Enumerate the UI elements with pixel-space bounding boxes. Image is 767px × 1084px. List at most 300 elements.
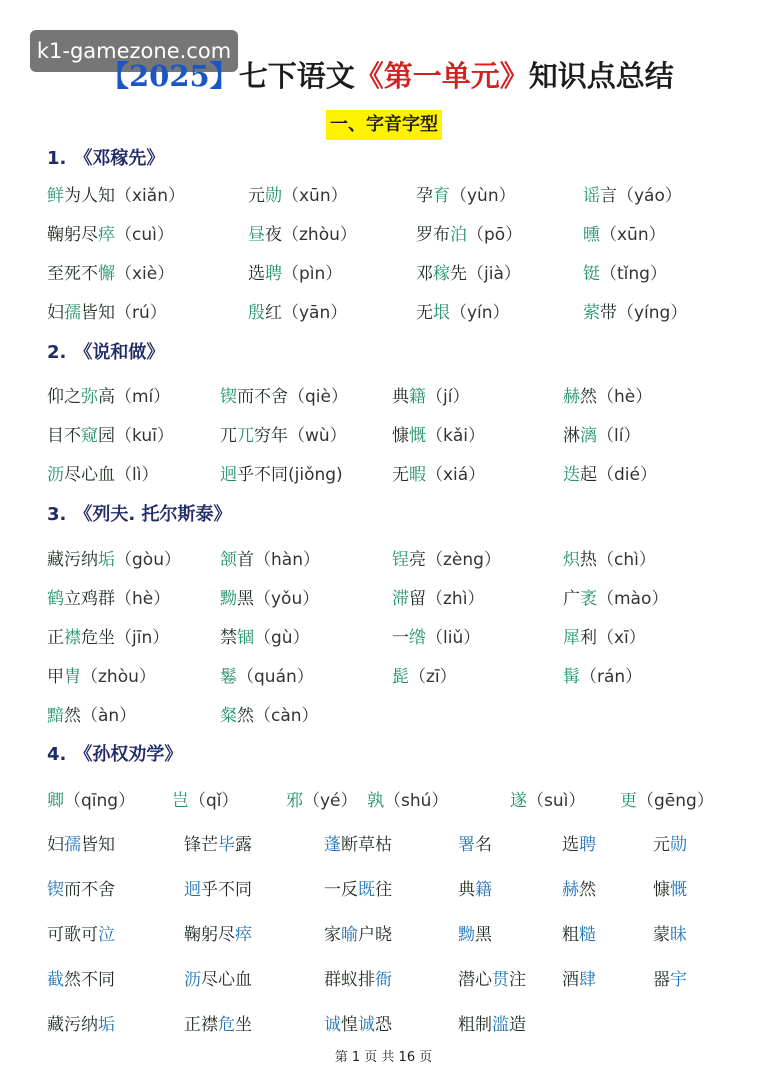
vocab-character: 广 — [563, 589, 580, 609]
highlighted-character: 贯 — [492, 970, 509, 990]
vocab-character: 园 — [98, 426, 115, 446]
vocab-item — [248, 298, 347, 323]
vocab-character: 露 — [235, 835, 252, 855]
vocab-item — [47, 786, 135, 811]
highlighted-character: 慨 — [670, 880, 687, 900]
vocab-item — [563, 584, 668, 609]
highlighted-character: 犀 — [563, 628, 580, 648]
highlighted-character: 育 — [433, 186, 450, 206]
pinyin-annotation: （gù） — [254, 628, 310, 648]
pinyin-annotation: （yáo） — [617, 186, 682, 206]
pinyin-annotation: （quán） — [237, 667, 314, 687]
vocab-character: 尽心血 — [64, 465, 115, 485]
highlighted-character: 宇 — [670, 970, 687, 990]
pinyin-annotation: (jiǒng) — [288, 465, 343, 485]
highlighted-character: 黝 — [458, 925, 475, 945]
vocab-character: 粗制 — [458, 1015, 492, 1035]
vocab-item — [47, 584, 170, 609]
vocab-character: 恐 — [375, 1015, 392, 1035]
highlighted-character: 毕 — [218, 835, 235, 855]
vocab-character: 红 — [265, 303, 282, 323]
vocab-character: 断草枯 — [341, 835, 392, 855]
highlighted-character: 粲 — [220, 706, 237, 726]
pinyin-annotation: （rú） — [115, 303, 167, 323]
highlighted-character: 鲜 — [47, 186, 64, 206]
pinyin-annotation: （mào） — [597, 589, 669, 609]
vocab-character: 黑 — [237, 589, 254, 609]
pinyin-annotation: （gòu） — [115, 550, 181, 570]
vocab-character: 无 — [416, 303, 433, 323]
vocab-item — [458, 920, 492, 945]
vocab-character: 利 — [580, 628, 597, 648]
vocab-character: 穷年 — [254, 426, 288, 446]
highlighted-character: 髭 — [392, 667, 409, 687]
highlighted-character: 襟 — [64, 628, 81, 648]
vocab-character: 立鸡群 — [64, 589, 115, 609]
pinyin-annotation: （shú） — [384, 791, 449, 811]
pinyin-annotation: （kuī） — [115, 426, 174, 446]
lesson-heading — [47, 338, 164, 364]
vocab-item — [47, 1010, 115, 1035]
highlighted-character: 黯 — [47, 706, 64, 726]
pinyin-annotation: （yǒu） — [254, 589, 320, 609]
highlighted-character: 颔 — [220, 550, 237, 570]
highlighted-character: 炽 — [563, 550, 580, 570]
pinyin-annotation: （xiá） — [426, 465, 486, 485]
vocab-character: 家 — [324, 925, 341, 945]
vocab-character: 孕 — [416, 186, 433, 206]
vocab-item — [563, 623, 646, 648]
vocab-item — [47, 623, 169, 648]
pinyin-annotation: （àn） — [81, 706, 137, 726]
highlighted-character: 籍 — [475, 880, 492, 900]
highlighted-character: 孺 — [64, 835, 81, 855]
vocab-item — [653, 830, 687, 855]
highlighted-character: 孺 — [64, 303, 81, 323]
vocab-item — [286, 786, 358, 811]
vocab-item — [220, 662, 314, 687]
vocab-character: 黑 — [475, 925, 492, 945]
highlighted-character: 兀 — [237, 426, 254, 446]
vocab-item — [416, 181, 516, 206]
vocab-item — [563, 460, 657, 485]
pinyin-annotation: （zī） — [409, 667, 457, 687]
vocab-character: 邓 — [416, 264, 433, 284]
vocab-character: 起 — [580, 465, 597, 485]
vocab-character: 名 — [475, 835, 492, 855]
vocab-item — [653, 965, 687, 990]
vocab-item — [367, 786, 448, 811]
highlighted-character: 谣 — [583, 186, 600, 206]
vocab-character: 无 — [392, 465, 409, 485]
highlighted-character: 勋 — [265, 186, 282, 206]
highlighted-character: 滞 — [392, 589, 409, 609]
highlighted-character: 暇 — [409, 465, 426, 485]
vocab-character: 皆知 — [81, 303, 115, 323]
highlighted-character: 肆 — [579, 970, 596, 990]
vocab-item — [653, 920, 687, 945]
vocab-character: 为人知 — [64, 186, 115, 206]
highlighted-character: 昧 — [670, 925, 687, 945]
highlighted-character: 孰 — [367, 791, 384, 811]
pinyin-annotation: （qǐ） — [189, 791, 239, 811]
vocab-character: 淋 — [563, 426, 580, 446]
vocab-character: 妇 — [47, 303, 64, 323]
vocab-character: 藏污纳 — [47, 1015, 98, 1035]
vocab-character: 带 — [600, 303, 617, 323]
pinyin-annotation: （hè） — [597, 387, 653, 407]
vocab-character: 典 — [458, 880, 475, 900]
pinyin-annotation: （zhòu） — [81, 667, 156, 687]
vocab-item — [47, 220, 174, 245]
vocab-item — [220, 421, 347, 446]
vocab-item — [220, 460, 343, 485]
vocab-character: 造 — [509, 1015, 526, 1035]
page-title — [100, 54, 720, 102]
vocab-item — [392, 460, 485, 485]
vocab-item — [47, 875, 115, 900]
vocab-character: 潜心 — [458, 970, 492, 990]
vocab-character: 蒙 — [653, 925, 670, 945]
vocab-character: 慷 — [653, 880, 670, 900]
vocab-character: 正襟 — [184, 1015, 218, 1035]
highlighted-character: 慨 — [409, 426, 426, 446]
vocab-character: 然 — [580, 387, 597, 407]
vocab-character: 留 — [409, 589, 426, 609]
pinyin-annotation: （yé） — [303, 791, 358, 811]
vocab-character: 典 — [392, 387, 409, 407]
pinyin-annotation: （qīng） — [64, 791, 136, 811]
vocab-character: 坐 — [235, 1015, 252, 1035]
vocab-item — [562, 965, 596, 990]
lesson-title: 《列夫. 托尔斯泰》 — [74, 504, 232, 525]
highlighted-character: 截 — [47, 970, 64, 990]
highlighted-character: 懈 — [98, 264, 115, 284]
highlighted-character: 垠 — [433, 303, 450, 323]
vocab-item — [510, 786, 585, 811]
pinyin-annotation: （gēng） — [637, 791, 714, 811]
vocab-item — [563, 421, 640, 446]
pinyin-annotation: （yùn） — [450, 186, 516, 206]
highlighted-character: 赫 — [563, 387, 580, 407]
vocab-character: 惶 — [341, 1015, 358, 1035]
pinyin-annotation: （kǎi） — [426, 426, 485, 446]
highlighted-character: 诚 — [358, 1015, 375, 1035]
vocab-item — [47, 259, 174, 284]
vocab-character: 仰之 — [47, 387, 81, 407]
pinyin-annotation: （qiè） — [288, 387, 348, 407]
pinyin-annotation: （càn） — [254, 706, 319, 726]
pinyin-annotation: （cuì） — [115, 225, 174, 245]
highlighted-character: 糙 — [579, 925, 596, 945]
highlighted-character: 更 — [620, 791, 637, 811]
vocab-item — [458, 965, 526, 990]
highlighted-character: 署 — [458, 835, 475, 855]
pinyin-annotation: （lì） — [115, 465, 159, 485]
pinyin-annotation: （zhì） — [426, 589, 485, 609]
vocab-character: 选 — [248, 264, 265, 284]
vocab-character: 至死不 — [47, 264, 98, 284]
pinyin-annotation: （chì） — [597, 550, 656, 570]
lesson-title: 《孙权劝学》 — [74, 744, 183, 765]
pinyin-annotation: （yíng） — [617, 303, 688, 323]
vocab-item — [220, 382, 348, 407]
vocab-item — [562, 830, 596, 855]
vocab-character: 鞠躬尽 — [184, 925, 235, 945]
vocab-character: 锋芒 — [184, 835, 218, 855]
vocab-item — [392, 421, 485, 446]
vocab-item — [47, 965, 115, 990]
highlighted-character: 瘁 — [235, 925, 252, 945]
highlighted-character: 袤 — [580, 589, 597, 609]
vocab-character: 鞠躬尽 — [47, 225, 98, 245]
vocab-character: 群蚁排 — [324, 970, 375, 990]
vocab-item — [47, 382, 170, 407]
highlighted-character: 迭 — [563, 465, 580, 485]
vocab-item — [220, 545, 320, 570]
pinyin-annotation: （jià） — [467, 264, 521, 284]
highlighted-character: 勋 — [670, 835, 687, 855]
vocab-character: 藏污纳 — [47, 550, 98, 570]
highlighted-character: 绺 — [409, 628, 426, 648]
vocab-character: 兀 — [220, 426, 237, 446]
vocab-item — [583, 298, 687, 323]
vocab-character: 罗布 — [416, 225, 450, 245]
vocab-character: 夜 — [265, 225, 282, 245]
highlighted-character: 邪 — [286, 791, 303, 811]
vocab-item — [458, 1010, 526, 1035]
vocab-item — [653, 875, 687, 900]
highlighted-character: 诚 — [324, 1015, 341, 1035]
vocab-item — [392, 382, 469, 407]
highlighted-character: 滥 — [492, 1015, 509, 1035]
vocab-character: 妇 — [47, 835, 64, 855]
vocab-item — [324, 830, 392, 855]
vocab-character: 首 — [237, 550, 254, 570]
highlighted-character: 聘 — [579, 835, 596, 855]
watermark-badge: k1-gamezone.com — [30, 30, 238, 72]
vocab-character: 而不舍 — [237, 387, 288, 407]
pinyin-annotation: （wù） — [288, 426, 347, 446]
highlighted-character: 胄 — [64, 667, 81, 687]
pinyin-annotation: （xūn） — [600, 225, 666, 245]
pinyin-annotation: （tǐng） — [600, 264, 667, 284]
title-grade: 七下语文 — [238, 59, 355, 93]
highlighted-character: 沥 — [47, 465, 64, 485]
highlighted-character: 弥 — [81, 387, 98, 407]
pinyin-annotation: （rán） — [580, 667, 643, 687]
highlighted-character: 鬈 — [220, 667, 237, 687]
highlighted-character: 迥 — [184, 880, 201, 900]
highlighted-character: 岂 — [172, 791, 189, 811]
vocab-character: 户晓 — [358, 925, 392, 945]
vocab-item — [47, 701, 136, 726]
highlighted-character: 衙 — [375, 970, 392, 990]
vocab-character: 皆知 — [81, 835, 115, 855]
vocab-item — [562, 920, 596, 945]
vocab-character: 禁 — [220, 628, 237, 648]
vocab-character: 元 — [653, 835, 670, 855]
vocab-item — [563, 662, 642, 687]
vocab-item — [416, 220, 522, 245]
highlighted-character: 髯 — [563, 667, 580, 687]
highlighted-character: 黝 — [220, 589, 237, 609]
highlighted-character: 垢 — [98, 1015, 115, 1035]
vocab-character: 正 — [47, 628, 64, 648]
highlighted-character: 窥 — [81, 426, 98, 446]
vocab-item — [184, 1010, 252, 1035]
vocab-item — [47, 181, 185, 206]
pinyin-annotation: （suì） — [527, 791, 586, 811]
vocab-item — [563, 382, 652, 407]
highlighted-character: 泊 — [450, 225, 467, 245]
highlighted-character: 稼 — [433, 264, 450, 284]
vocab-item — [47, 920, 115, 945]
highlighted-character: 危 — [218, 1015, 235, 1035]
lesson-number: 4. — [47, 744, 67, 765]
vocab-item — [248, 181, 348, 206]
vocab-item — [172, 786, 239, 811]
vocab-character: 言 — [600, 186, 617, 206]
pinyin-annotation: （yín） — [450, 303, 510, 323]
lesson-number: 1. — [47, 148, 67, 169]
vocab-item — [458, 875, 492, 900]
vocab-item — [583, 181, 682, 206]
vocab-item — [184, 920, 252, 945]
highlighted-character: 漓 — [580, 426, 597, 446]
pinyin-annotation: （jí） — [426, 387, 470, 407]
vocab-character: 粗 — [562, 925, 579, 945]
highlighted-character: 喻 — [341, 925, 358, 945]
highlighted-character: 萦 — [583, 303, 600, 323]
highlighted-character: 迥 — [220, 465, 237, 485]
vocab-item — [220, 623, 310, 648]
lesson-number: 3. — [47, 504, 67, 525]
lesson-heading — [47, 740, 182, 766]
highlighted-character: 赫 — [562, 880, 579, 900]
vocab-character: 乎不同 — [237, 465, 288, 485]
vocab-item — [47, 460, 158, 485]
pinyin-annotation: （liǔ） — [426, 628, 481, 648]
vocab-character: 酒 — [562, 970, 579, 990]
vocab-item — [392, 584, 484, 609]
highlighted-character: 卿 — [47, 791, 64, 811]
pinyin-annotation: （pō） — [467, 225, 523, 245]
vocab-item — [47, 421, 174, 446]
vocab-character: 亮 — [409, 550, 426, 570]
highlighted-character: 鹤 — [47, 589, 64, 609]
vocab-character: 甲 — [47, 667, 64, 687]
highlighted-character: 蓬 — [324, 835, 341, 855]
vocab-item — [220, 584, 319, 609]
pinyin-annotation: （xiè） — [115, 264, 175, 284]
pinyin-annotation: （xūn） — [282, 186, 348, 206]
vocab-item — [324, 965, 392, 990]
pinyin-annotation: （mí） — [115, 387, 171, 407]
vocab-item — [47, 298, 167, 323]
vocab-item — [324, 920, 392, 945]
vocab-character: 一反 — [324, 880, 358, 900]
vocab-character: 元 — [248, 186, 265, 206]
highlighted-character: 籍 — [409, 387, 426, 407]
vocab-character: 注 — [509, 970, 526, 990]
vocab-character: 然 — [64, 706, 81, 726]
vocab-character: 可歌可 — [47, 925, 98, 945]
vocab-item — [583, 259, 667, 284]
pinyin-annotation: （zhòu） — [282, 225, 357, 245]
highlighted-character: 昼 — [248, 225, 265, 245]
vocab-item — [47, 830, 115, 855]
vocab-character: 乎不同 — [201, 880, 252, 900]
vocab-character: 然 — [237, 706, 254, 726]
highlighted-character: 垢 — [98, 550, 115, 570]
vocab-item — [184, 875, 252, 900]
highlighted-character: 殷 — [248, 303, 265, 323]
vocab-character: 高 — [98, 387, 115, 407]
lesson-heading — [47, 144, 164, 170]
vocab-character: 往 — [375, 880, 392, 900]
pinyin-annotation: （xī） — [597, 628, 646, 648]
highlighted-character: 锢 — [237, 628, 254, 648]
highlighted-character: 沥 — [184, 970, 201, 990]
pinyin-annotation: （jīn） — [115, 628, 170, 648]
highlighted-character: 铤 — [583, 264, 600, 284]
highlighted-character: 瘁 — [98, 225, 115, 245]
highlighted-character: 锃 — [392, 550, 409, 570]
highlighted-character: 既 — [358, 880, 375, 900]
pinyin-annotation: （yān） — [282, 303, 348, 323]
vocab-character: 先 — [450, 264, 467, 284]
vocab-item — [392, 623, 480, 648]
highlighted-character: 遂 — [510, 791, 527, 811]
vocab-item — [248, 259, 342, 284]
title-year-bracket: 【2025】 — [100, 59, 239, 93]
vocab-item — [47, 545, 181, 570]
vocab-character: 一 — [392, 628, 409, 648]
title-suffix: 知识点总结 — [528, 59, 674, 93]
vocab-item — [563, 545, 656, 570]
vocab-character: 器 — [653, 970, 670, 990]
vocab-item — [47, 662, 156, 687]
vocab-item — [416, 259, 521, 284]
vocab-character: 选 — [562, 835, 579, 855]
vocab-item — [324, 1010, 392, 1035]
highlighted-character: 锲 — [220, 387, 237, 407]
pinyin-annotation: （zèng） — [426, 550, 501, 570]
vocab-item — [324, 875, 392, 900]
vocab-character: 然 — [579, 880, 596, 900]
section-heading: 一、字音字型 — [326, 110, 442, 140]
highlighted-character: 聘 — [265, 264, 282, 284]
vocab-item — [248, 220, 357, 245]
lesson-title: 《说和做》 — [74, 342, 165, 363]
pinyin-annotation: （hàn） — [254, 550, 320, 570]
vocab-item — [220, 701, 319, 726]
vocab-character: 然不同 — [64, 970, 115, 990]
lesson-heading — [47, 500, 231, 526]
title-unit: 《第一单元》 — [354, 59, 529, 93]
vocab-item — [620, 786, 714, 811]
vocab-item — [458, 830, 492, 855]
vocab-character: 危坐 — [81, 628, 115, 648]
vocab-item — [184, 830, 252, 855]
page-footer: 第 1 页 共 16 页 — [334, 1050, 433, 1065]
lesson-number: 2. — [47, 342, 67, 363]
vocab-item — [562, 875, 596, 900]
vocab-item — [392, 662, 457, 687]
vocab-item — [392, 545, 501, 570]
pinyin-annotation: （xiǎn） — [115, 186, 185, 206]
